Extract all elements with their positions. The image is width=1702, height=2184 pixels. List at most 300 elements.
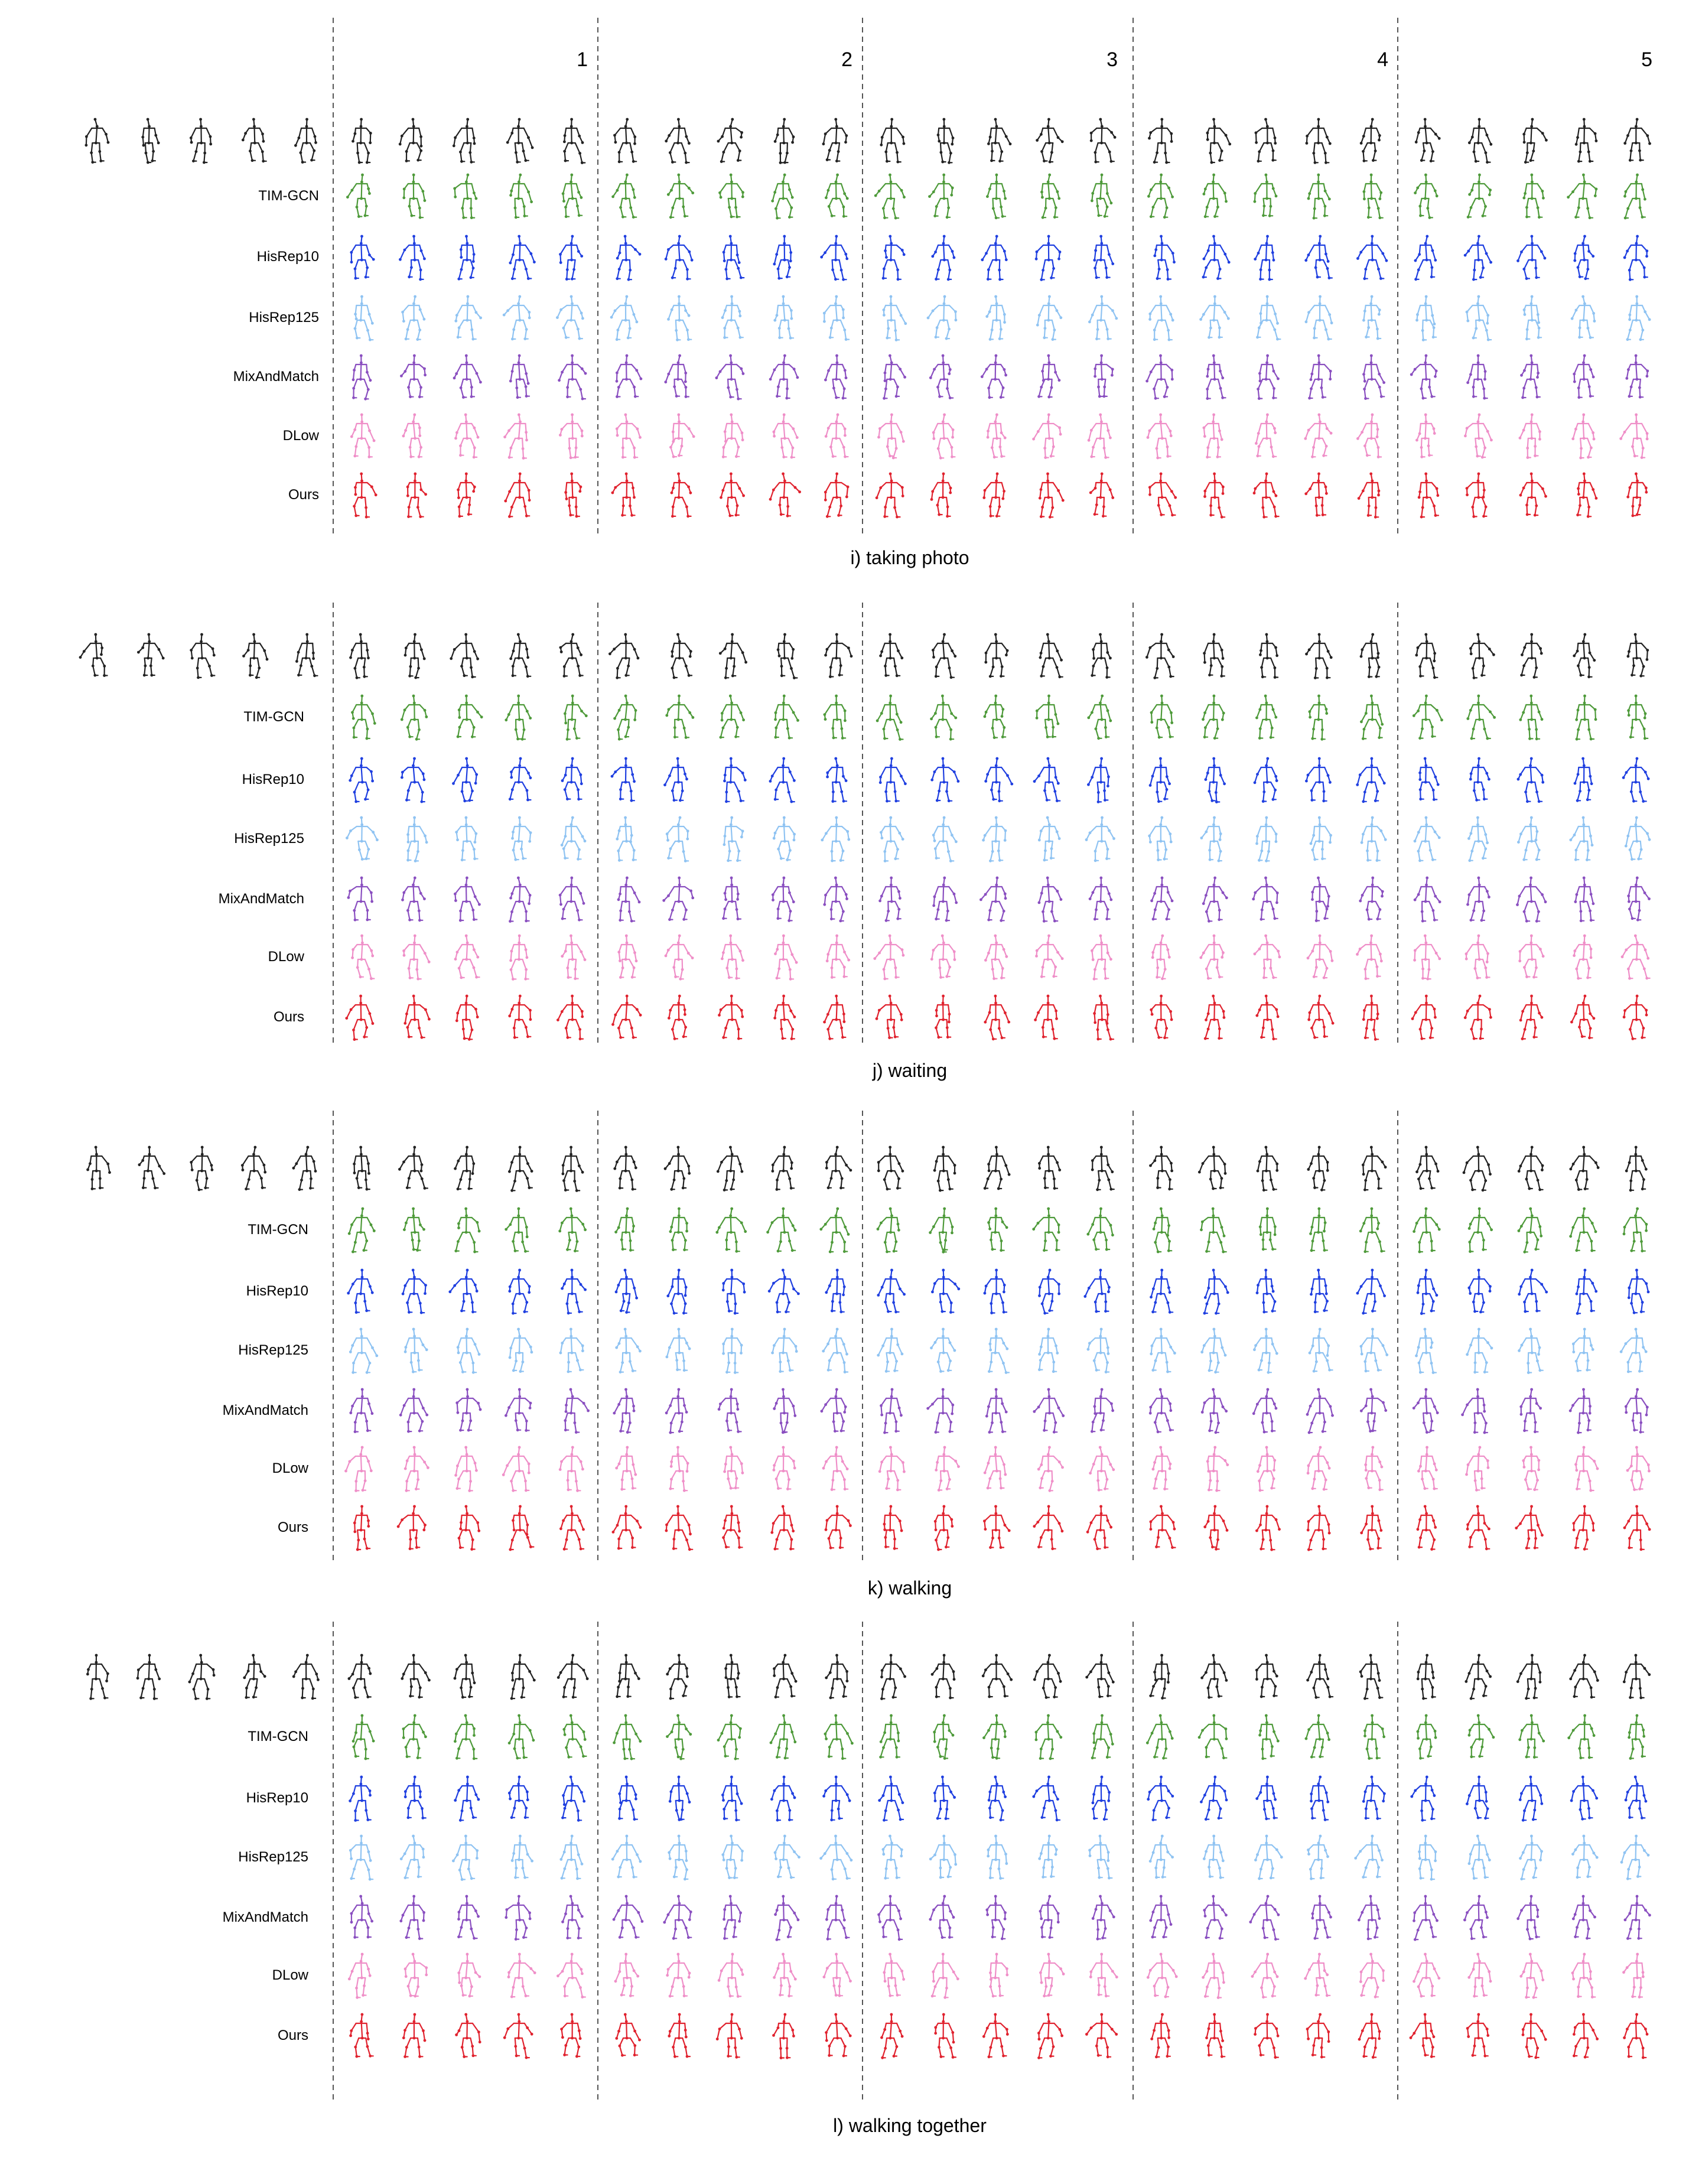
pose-skeleton [1417,1714,1437,1760]
pose-skeleton [1466,1505,1491,1551]
pose-skeleton [1516,877,1547,923]
pose-skeleton [450,633,479,679]
pose-skeleton [722,877,741,920]
pose-skeleton [188,1654,216,1700]
pose-skeleton [349,1388,373,1433]
pose-skeleton [984,695,1006,739]
pose-skeleton [402,935,430,981]
pose-skeleton [1093,995,1114,1041]
pose-skeleton [509,935,529,981]
pose-skeleton [669,1446,689,1492]
pose-skeleton [823,877,848,923]
pose-skeleton [1465,1446,1489,1492]
pose-skeleton [1153,1207,1172,1254]
pose-skeleton [1149,1388,1173,1434]
pose-skeleton [878,1776,904,1822]
pose-skeleton [986,174,1007,220]
pose-skeleton [458,1505,481,1551]
pose-skeleton [1569,816,1593,861]
pose-skeleton [1626,295,1651,341]
pose-skeleton [453,118,476,164]
pose-skeleton [1466,877,1491,922]
pose-skeleton [1569,1654,1599,1699]
pose-skeleton [1304,235,1332,279]
pose-skeleton [1204,995,1226,1040]
pose-skeleton [1035,1714,1063,1760]
pose-skeleton [457,695,483,738]
pose-skeleton [1515,1505,1544,1550]
row-label-tim-gcn: TIM-GCN [248,1729,308,1744]
pose-skeleton [1415,118,1441,162]
pose-skeleton [1255,414,1277,458]
pose-skeleton [402,414,422,458]
pose-skeleton [1413,1895,1439,1941]
pose-skeleton [718,174,744,219]
pose-skeleton [508,1776,529,1820]
pose-skeleton [455,2013,481,2058]
pose-skeleton [457,473,476,518]
pose-skeleton [1463,1146,1492,1192]
row-label-dlow: DLow [272,1460,308,1476]
pose-skeleton [1255,1776,1277,1821]
pose-skeleton [1418,1835,1437,1881]
pose-skeleton [1254,935,1281,979]
pose-skeleton [1619,414,1648,459]
pose-skeleton [346,816,379,861]
pose-skeleton [985,1895,1007,1941]
pose-skeleton [1466,2013,1489,2058]
pose-skeleton [931,1654,956,1700]
pose-skeleton [1627,695,1648,740]
pose-skeleton [773,295,793,340]
row-label-dlow: DLow [282,428,319,444]
pose-skeleton [1415,414,1436,458]
pose-skeleton [1627,633,1649,678]
pose-skeleton [1466,1328,1493,1374]
pose-skeleton [1360,695,1384,740]
pose-skeleton [615,2013,641,2057]
pose-skeleton [1358,2013,1381,2059]
pose-skeleton [876,473,904,519]
pose-skeleton [1356,235,1388,281]
pose-skeleton [1149,757,1171,803]
pose-skeleton [1623,1505,1651,1551]
pose-skeleton [1360,118,1381,162]
pose-skeleton [1468,118,1492,164]
pose-skeleton [1254,2013,1279,2059]
pose-skeleton [665,1388,688,1434]
pose-skeleton [825,1269,845,1314]
pose-skeleton [562,1714,586,1759]
pose-skeleton [982,1714,1007,1760]
pose-skeleton [138,1146,166,1190]
pose-skeleton [401,877,426,922]
pose-skeleton [666,1328,691,1372]
pose-skeleton [241,1146,266,1191]
pose-skeleton [932,633,956,679]
pose-skeleton [983,1505,1011,1549]
pose-skeleton [1038,1146,1061,1190]
pose-skeleton [399,1388,428,1433]
pose-skeleton [880,1388,903,1434]
pose-skeleton [1516,235,1546,280]
pose-skeleton [1038,816,1061,862]
pose-skeleton [1203,1505,1228,1551]
pose-skeleton [1198,1146,1227,1190]
pose-skeleton [982,2013,1009,2059]
pose-skeleton [1518,1146,1544,1192]
pose-skeleton [503,2013,533,2059]
pose-skeleton [511,816,532,861]
pose-skeleton [404,1446,429,1492]
pose-skeleton [455,995,479,1041]
pose-skeleton [1410,1776,1436,1822]
pose-skeleton [1415,633,1437,679]
pose-skeleton [723,1446,744,1490]
pose-skeleton [243,1654,266,1699]
pose-skeleton [1307,1505,1331,1551]
pose-skeleton [564,695,588,741]
pose-skeleton [611,995,642,1039]
pose-skeleton [1520,354,1540,399]
pose-skeleton [825,1146,852,1190]
pose-skeleton [1467,1953,1492,1998]
pose-skeleton [608,633,639,679]
pose-skeleton [1522,2013,1547,2059]
pose-skeleton [984,757,1013,803]
pose-skeleton [877,1328,903,1373]
pose-skeleton [1417,1446,1438,1490]
pose-skeleton [773,816,796,861]
pose-skeleton [348,1207,376,1254]
pose-skeleton [504,473,531,518]
pose-skeleton [1466,295,1492,341]
pose-skeleton [1304,414,1332,458]
pose-skeleton [720,695,746,739]
pose-skeleton [770,1505,795,1551]
pose-skeleton [717,1714,742,1760]
pose-skeleton [1091,174,1112,218]
pose-skeleton [935,1446,960,1492]
pose-skeleton [876,995,903,1039]
pose-skeleton [1306,1388,1334,1434]
pose-skeleton [824,633,852,678]
pose-skeleton [346,174,371,218]
pose-skeleton [190,633,215,679]
pose-skeleton [820,235,848,281]
pose-skeleton [722,1328,743,1374]
pose-skeleton [1254,235,1275,281]
pose-skeleton [1091,935,1112,981]
pose-skeleton [1468,1835,1491,1880]
pose-skeleton [1417,1269,1439,1315]
pose-skeleton [1358,1895,1381,1941]
pose-skeleton [557,995,584,1040]
pose-skeleton [1621,935,1650,980]
pose-skeleton [454,295,482,341]
pose-skeleton [1410,354,1438,400]
pose-skeleton [666,1953,691,1998]
pose-skeleton [716,2013,743,2059]
column-number-2: 2 [841,48,852,71]
pose-skeleton [562,174,583,219]
pose-skeleton [932,816,958,862]
pose-skeleton [1038,1328,1059,1373]
row-label-ours: Ours [288,487,319,503]
pose-skeleton [1038,1835,1057,1879]
pose-skeleton [1203,1269,1229,1315]
pose-skeleton [823,995,845,1040]
pose-skeleton [505,695,532,741]
pose-skeleton [1310,1269,1329,1313]
pose-skeleton [190,1146,213,1192]
pose-skeleton [1198,1714,1228,1760]
pose-skeleton [353,1146,370,1191]
pose-skeleton [404,1328,428,1373]
pose-skeleton [509,1328,533,1373]
row-label-hisrep10: HisRep10 [246,1283,308,1299]
pose-skeleton [878,1446,906,1492]
pose-skeleton [826,757,847,803]
row-label-hisrep10: HisRep10 [246,1790,308,1806]
pose-skeleton [618,1776,637,1821]
pose-skeleton [510,1654,536,1700]
pose-skeleton [615,1269,638,1314]
pose-skeleton [979,877,1007,922]
pose-skeleton [1468,1714,1495,1759]
pose-skeleton [1626,473,1648,517]
pose-skeleton [557,1654,589,1699]
pose-skeleton [1147,1776,1174,1821]
pose-skeleton [349,1835,373,1881]
pose-skeleton [1035,235,1062,281]
pose-skeleton [774,1835,800,1879]
pose-skeleton [141,118,160,164]
pose-skeleton [1088,414,1112,459]
pose-skeleton [505,1207,528,1253]
pose-skeleton [508,1269,531,1315]
row-label-tim-gcn: TIM-GCN [243,709,304,725]
pose-skeleton [662,877,694,921]
pose-skeleton [1361,816,1387,862]
pose-skeleton [349,633,370,679]
pose-skeleton [398,1146,428,1190]
pose-skeleton [985,1388,1008,1434]
pose-skeleton [1625,354,1649,399]
row-label-hisrep125: HisRep125 [234,831,304,847]
pose-skeleton [1571,1953,1596,1999]
pose-skeleton [349,2013,373,2058]
pose-skeleton [824,473,850,518]
pose-skeleton [1036,118,1063,164]
pose-skeleton [558,1207,587,1252]
pose-skeleton [85,118,110,164]
pose-skeleton [1311,877,1330,922]
pose-skeleton [930,473,952,518]
pose-skeleton [1307,995,1334,1039]
pose-skeleton [559,1835,583,1880]
pose-skeleton [1464,995,1492,1040]
pose-skeleton [1085,2013,1118,2059]
pose-skeleton [669,1776,691,1821]
row-label-dlow: DLow [268,949,304,965]
pose-skeleton [1255,816,1277,862]
pose-skeleton [1518,1207,1543,1254]
pose-skeleton [770,1776,796,1822]
pose-skeleton [1626,1446,1651,1491]
pose-skeleton [877,1269,906,1314]
pose-skeleton [1360,1388,1387,1433]
pose-skeleton [982,1654,1013,1698]
pose-skeleton [825,1654,848,1700]
pose-skeleton [1576,473,1597,518]
pose-skeleton [349,757,374,803]
pose-skeleton [1625,816,1651,861]
pose-skeleton [616,816,636,862]
pose-skeleton [1149,1895,1172,1939]
pose-skeleton [352,118,372,164]
row-label-tim-gcn: TIM-GCN [258,188,319,204]
pose-skeleton [353,1505,370,1551]
pose-skeleton [1150,995,1173,1040]
pose-skeleton [454,1654,476,1699]
pose-skeleton [348,1654,372,1699]
pose-skeleton [1032,1776,1060,1822]
pose-skeleton [616,354,643,398]
pose-skeleton [1255,995,1279,1041]
pose-skeleton [1576,1269,1598,1315]
pose-skeleton [454,1446,478,1492]
pose-skeleton [1200,1328,1226,1374]
pose-skeleton [879,633,903,678]
pose-skeleton [929,1895,955,1939]
pose-skeleton [1624,1895,1651,1940]
pose-skeleton [717,1146,743,1192]
pose-skeleton [1201,1388,1228,1434]
pose-skeleton [665,695,694,739]
panel-caption: l) walking together [833,2115,987,2136]
pose-skeleton [882,235,906,281]
pose-skeleton [722,414,744,458]
column-number-3: 3 [1107,48,1118,71]
pose-skeleton [1039,633,1063,679]
column-number-4: 4 [1377,48,1388,71]
pose-skeleton [1517,816,1541,861]
pose-skeleton [1200,1207,1226,1254]
pose-skeleton [769,354,799,400]
pose-skeleton [1468,1207,1493,1253]
pose-skeleton [1413,935,1441,981]
pose-skeleton [1306,2013,1330,2059]
pose-skeleton [774,935,798,981]
pose-skeleton [823,295,849,341]
pose-skeleton [1150,877,1173,921]
pose-skeleton [824,354,847,400]
pose-skeleton [1519,1835,1543,1881]
pose-skeleton [558,354,587,401]
pose-skeleton [824,1714,854,1760]
pose-skeleton [877,1207,900,1254]
pose-skeleton [1519,695,1543,741]
pose-skeleton [1255,695,1277,740]
pose-skeleton [1519,1953,1544,1999]
pose-skeleton [1362,354,1385,400]
pose-skeleton [1150,1328,1176,1373]
pose-skeleton [773,1654,797,1699]
pose-skeleton [1149,1654,1170,1700]
pose-skeleton [508,1146,533,1192]
pose-skeleton [1306,118,1332,164]
pose-skeleton [348,1953,372,1999]
pose-skeleton [1088,1835,1112,1880]
pose-skeleton [929,1207,953,1254]
pose-skeleton [559,235,583,281]
pose-skeleton [721,1835,744,1879]
pose-skeleton [454,1776,480,1822]
pose-skeleton [1569,1146,1599,1191]
pose-skeleton [1205,2013,1225,2058]
pose-skeleton [669,1207,689,1252]
pose-skeleton [1410,2013,1436,2058]
pose-skeleton [452,757,478,803]
pose-skeleton [1086,1207,1114,1251]
pose-skeleton [934,1505,953,1551]
pose-skeleton [1625,1388,1649,1434]
pose-skeleton [1414,816,1441,862]
pose-skeleton [292,1146,317,1191]
pose-skeleton [666,1714,692,1760]
pose-skeleton [453,354,482,399]
pose-skeleton [1469,633,1495,679]
pose-skeleton [723,235,744,281]
panel-caption: k) walking [867,1577,952,1599]
pose-skeleton [613,1388,635,1434]
pose-skeleton [671,473,692,518]
pose-skeleton [1466,354,1487,400]
pose-skeleton [1466,695,1496,740]
pose-skeleton [1567,174,1597,220]
pose-skeleton [611,174,636,219]
pose-skeleton [723,816,744,862]
pose-skeleton [883,295,907,341]
pose-skeleton [1087,695,1112,740]
pose-skeleton [774,1895,799,1941]
pose-skeleton [613,695,637,741]
pose-skeleton [1148,118,1173,164]
pose-skeleton [508,995,532,1039]
pose-skeleton [1090,118,1117,164]
pose-skeleton [561,1776,585,1822]
pose-skeleton [772,877,795,922]
pose-skeleton [294,118,317,164]
pose-skeleton [1252,1388,1278,1434]
pose-skeleton [823,1953,852,1997]
row-label-ours: Ours [273,1009,304,1025]
pose-skeleton [1308,354,1332,400]
pose-skeleton [454,1714,477,1760]
pose-skeleton [347,1269,373,1314]
pose-skeleton [1417,1654,1436,1700]
pose-skeleton [822,1776,851,1822]
pose-skeleton [1464,414,1493,459]
pose-skeleton [455,1388,481,1432]
pose-skeleton [397,1505,427,1551]
pose-skeleton [1200,816,1222,862]
pose-skeleton [1573,2013,1599,2059]
pose-skeleton [455,816,477,862]
pose-skeleton [1254,757,1278,803]
pose-skeleton [401,757,425,803]
